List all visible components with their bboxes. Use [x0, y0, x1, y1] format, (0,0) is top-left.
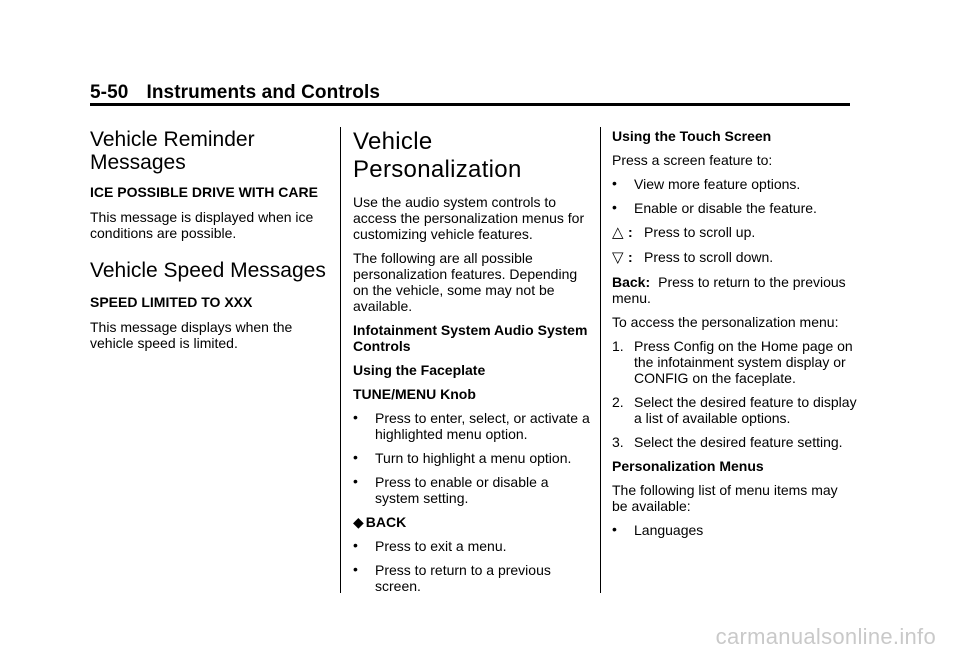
list-knob-actions	[353, 410, 593, 506]
list-back-actions	[353, 538, 593, 594]
paragraph-ice-message: This message is displayed when ice conditions are possible.	[90, 209, 314, 241]
paragraph-audio-controls: Use the audio system controls to access the personalization menus for customizing vehicle features.	[353, 194, 585, 242]
scroll-up-triangle-icon: △	[612, 224, 624, 241]
subheading-using-touch-screen: Using the Touch Screen	[612, 128, 772, 144]
list-item: • Turn to highlight a menu option.	[353, 449, 572, 466]
list-item: 1. Press Config on the Home page on the infotainment system display or CONFIG on the faceplate.	[612, 338, 853, 386]
subheading-infotainment-controls: Infotainment System Audio System Controls	[353, 322, 588, 354]
column-1	[90, 128, 335, 359]
list-item: • Press to enable or disable a system setting.	[353, 473, 549, 506]
subheading-using-faceplate: Using the Faceplate	[353, 362, 486, 378]
paragraph-speed-message: This message displays when the vehicle speed is limited.	[90, 319, 293, 351]
list-item: 2. Select the desired feature to display a list of available options.	[612, 394, 857, 426]
column-2	[353, 128, 593, 602]
paragraph-back-description: Back: Press to return to the previous menu.	[612, 274, 846, 306]
scroll-down-triangle-icon: ▽	[612, 249, 624, 266]
paragraph-access-menu: To access the personalization menu:	[612, 314, 839, 330]
watermark: carmanualsonline.info	[715, 624, 936, 649]
heading-vehicle-reminder-messages: Vehicle Reminder Messages	[90, 128, 255, 174]
list-item: • Press to return to a previous screen.	[353, 561, 551, 594]
bullet-dot-icon: •	[612, 175, 617, 191]
list-item: • View more feature options.	[612, 175, 801, 192]
bullet-dot-icon: •	[353, 449, 358, 465]
column-3	[612, 128, 857, 546]
column-divider-1	[340, 127, 341, 593]
back-arrow-icon: ◆	[353, 514, 364, 530]
list-item: • Languages	[612, 521, 704, 538]
list-menu-items	[612, 522, 857, 538]
list-item: • Press to exit a menu.	[353, 537, 507, 554]
subheading-personalization-menus: Personalization Menus	[612, 458, 764, 474]
paragraph-menu-items: The following list of menu items may be available:	[612, 482, 838, 514]
bullet-dot-icon: •	[353, 537, 358, 553]
bullet-dot-icon: •	[353, 473, 358, 489]
heading-vehicle-speed-messages: Vehicle Speed Messages	[90, 259, 326, 282]
bullet-dot-icon: •	[353, 409, 358, 425]
list-item: • Enable or disable the feature.	[612, 199, 817, 216]
list-touch-actions	[612, 176, 857, 216]
page-number: 5-50	[90, 82, 129, 103]
page-header	[90, 82, 380, 104]
scroll-down-line: ▽ : Press to scroll down.	[612, 249, 774, 266]
label-back: ◆ BACK	[353, 514, 407, 530]
list-item: • Press to enter, select, or activate a highlighted menu option.	[353, 409, 590, 442]
bullet-dot-icon: •	[612, 199, 617, 215]
subheading-ice-possible: ICE POSSIBLE DRIVE WITH CARE	[90, 184, 318, 200]
header-rule	[90, 103, 850, 106]
bullet-dot-icon: •	[612, 521, 617, 537]
list-access-steps	[612, 338, 857, 450]
paragraph-press-feature: Press a screen feature to:	[612, 152, 773, 168]
column-divider-2	[600, 127, 601, 593]
section-title: Instruments and Controls	[146, 82, 381, 103]
scroll-up-line: △ : Press to scroll up.	[612, 224, 756, 241]
list-item: 3. Select the desired feature setting.	[612, 434, 843, 450]
heading-vehicle-personalization: Vehicle Personalization	[353, 128, 522, 183]
paragraph-possible-features: The following are all possible personalization features. Depending on the vehicle, some may not be available.	[353, 250, 578, 314]
label-tune-menu-knob: TUNE/MENU Knob	[353, 386, 476, 402]
subheading-speed-limited: SPEED LIMITED TO XXX	[90, 294, 253, 310]
bullet-dot-icon: •	[353, 561, 358, 577]
